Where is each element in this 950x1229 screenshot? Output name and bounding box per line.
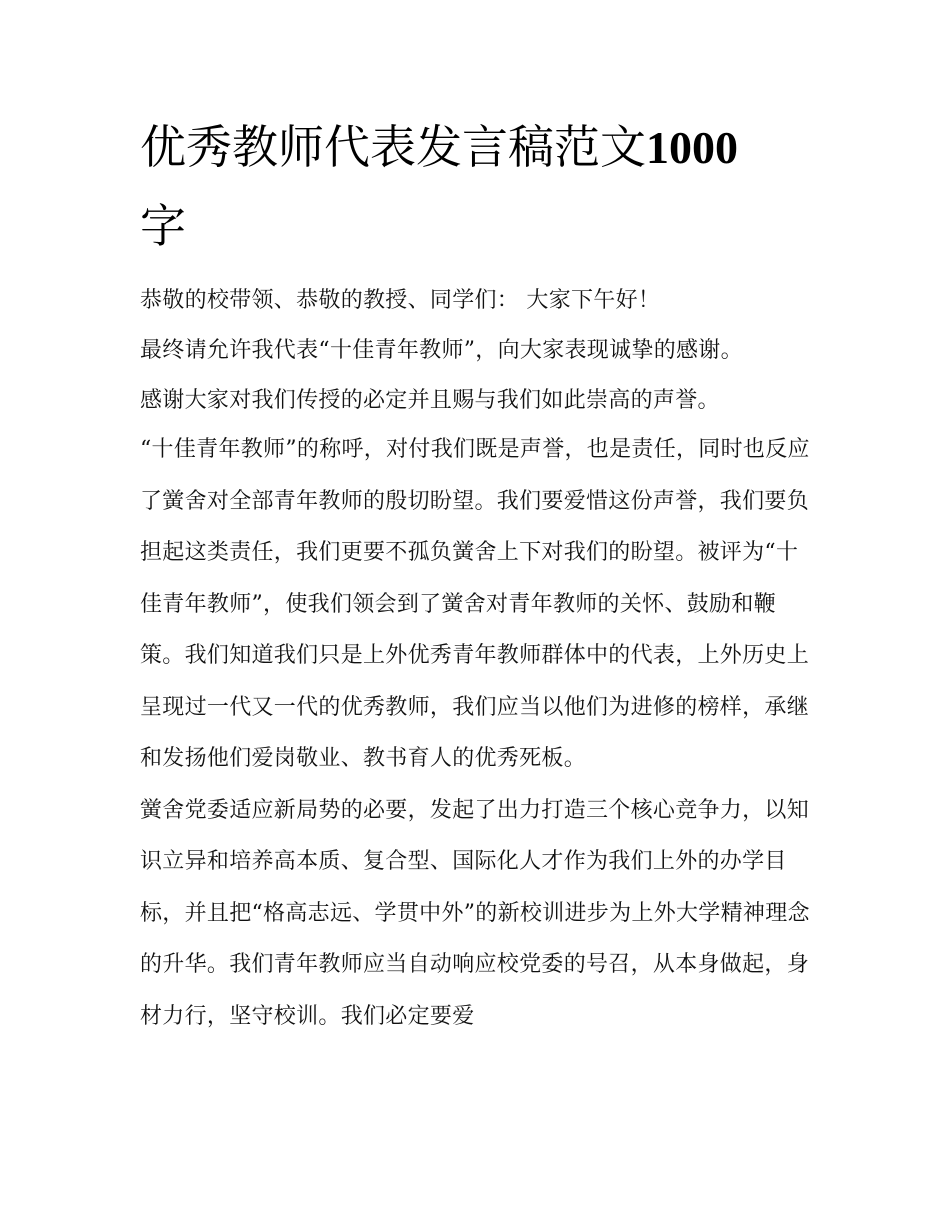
paragraph-thanks: 感谢大家对我们传授的必定并且赐与我们如此崇高的声誉。	[140, 388, 720, 413]
paragraph-greeting: 恭敬的校带领、恭敬的教授、同学们： 大家下午好！	[140, 288, 661, 313]
paragraph-thanks-intro: 最终请允许我代表“十佳青年教师”，向大家表现诚挚的感谢。	[140, 338, 743, 363]
title-number: 1000	[646, 122, 738, 173]
title-tail-text: 字	[140, 199, 186, 253]
paragraph-honor: “十佳青年教师”的称呼，对付我们既是声誉，也是责任，同时也反应了黉舍对全部青年教师的殷切盼望。我们要爱惜这份声誉，我们要负担起这类责任，我们更要不孤负黉舍上下对我们的盼望。被评为“十佳青年教师”，使我们领会到了黉舍对青年教师的关怀、鼓励和鞭策。我们知道我们只是上外优秀青年教师群体中的代表，上外历史上呈现过一代又一代的优秀教师，我们应当以他们为进修的榜样，承继和发扬他们爱岗敬业、教书育人的优秀死板。	[140, 437, 810, 771]
paragraph-party-committee: 黉舍党委适应新局势的必要，发起了出力打造三个核心竞争力，以知识立异和培养高本质、复合型、国际化人才作为我们上外的办学目标，并且把“格高志远、学贯中外”的新校训进步为上外大学精神理念的升华。我们青年教师应当自动响应校党委的号召，从本身做起，身材力行，坚守校训。我们必定要爱	[140, 797, 810, 1029]
title-main-text: 优秀教师代表发言稿范文	[140, 120, 646, 174]
document-body	[140, 282, 820, 1042]
page-title	[140, 108, 840, 265]
